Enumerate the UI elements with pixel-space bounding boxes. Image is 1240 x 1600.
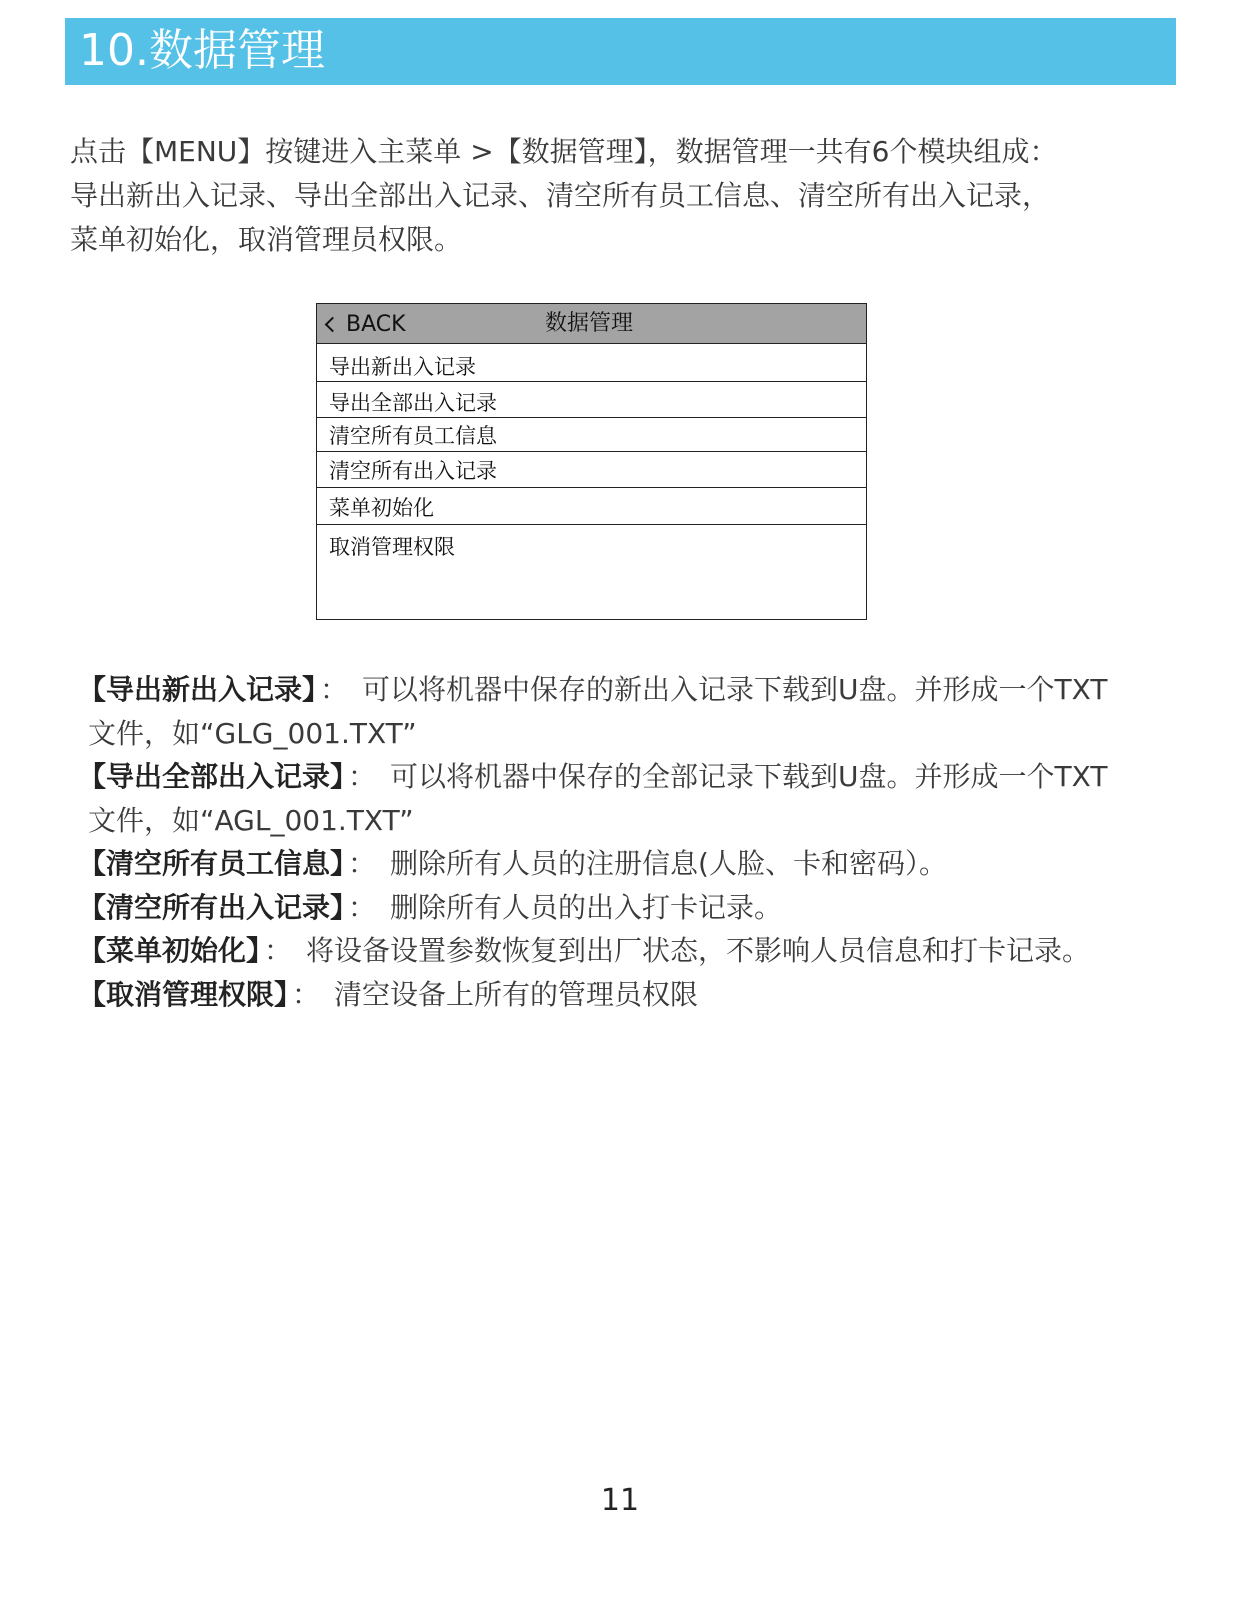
back-label: BACK <box>346 311 406 337</box>
description-colon: ： <box>292 977 321 1011</box>
menu-item-cancel-admin-rights[interactable]: 取消管理权限 <box>329 535 455 559</box>
section-title: 10.数据管理 <box>79 25 325 76</box>
description-text: 删除所有人员的出入打卡记录。 <box>390 890 783 924</box>
description-term: 【清空所有出入记录】 <box>78 890 345 924</box>
description-entry <box>78 842 1188 886</box>
description-entry <box>78 973 1188 1017</box>
screen-header <box>317 304 866 344</box>
description-colon: ： <box>320 673 349 706</box>
menu-item-export-new-records[interactable]: 导出新出入记录 <box>317 344 866 382</box>
description-entry <box>78 668 1188 712</box>
menu-item-export-all-records[interactable]: 导出全部出入记录 <box>317 382 866 418</box>
back-button[interactable] <box>323 304 406 344</box>
menu-item-clear-access-records[interactable]: 清空所有出入记录 <box>317 452 866 488</box>
description-colon: ： <box>348 760 377 793</box>
intro-line: 点击【MENU】按键进入主菜单 >【数据管理】，数据管理一共有6个模块组成： <box>70 135 1058 168</box>
menu-item-clear-employee-info[interactable]: 清空所有员工信息 <box>317 418 866 452</box>
intro-line: 导出新出入记录、导出全部出入记录、清空所有员工信息、清空所有出入记录， <box>70 179 1051 212</box>
screen-title: 数据管理 <box>545 311 634 336</box>
description-term: 【导出新出入记录】 <box>78 673 317 706</box>
description-colon: ： <box>348 847 377 880</box>
description-text: 可以将机器中保存的全部记录下载到U盘。并形成一个TXT <box>390 760 1108 793</box>
description-entry <box>78 886 1188 930</box>
chevron-left-icon <box>325 316 341 332</box>
description-entry <box>78 929 1188 973</box>
description-colon: ： <box>348 890 377 924</box>
intro-paragraph <box>70 130 1160 262</box>
description-continuation: 文件，如“AGL_001.TXT” <box>88 803 414 837</box>
menu-item-menu-reset[interactable]: 菜单初始化 <box>317 488 866 525</box>
description-continuation: 文件，如“GLG_001.TXT” <box>88 716 417 750</box>
description-text: 可以将机器中保存的新出入记录下载到U盘。并形成一个TXT <box>362 673 1108 706</box>
description-text: 将设备设置参数恢复到出厂状态，不影响人员信息和打卡记录。 <box>306 934 1091 967</box>
description-term: 【导出全部出入记录】 <box>78 760 345 793</box>
intro-line: 菜单初始化，取消管理员权限。 <box>70 223 463 256</box>
description-text: 清空设备上所有的管理员权限 <box>334 977 699 1011</box>
section-banner <box>65 18 1176 85</box>
description-term: 【清空所有员工信息】 <box>78 847 345 880</box>
description-term: 【菜单初始化】 <box>78 934 261 967</box>
description-list <box>78 668 1188 1016</box>
description-term: 【取消管理权限】 <box>78 977 289 1011</box>
data-management-screen <box>316 303 867 620</box>
description-text: 删除所有人员的注册信息(人脸、卡和密码）。 <box>390 847 947 880</box>
description-colon: ： <box>264 934 293 967</box>
description-entry <box>78 755 1188 799</box>
menu-list <box>317 344 866 615</box>
page-number: 11 <box>600 1483 640 1518</box>
